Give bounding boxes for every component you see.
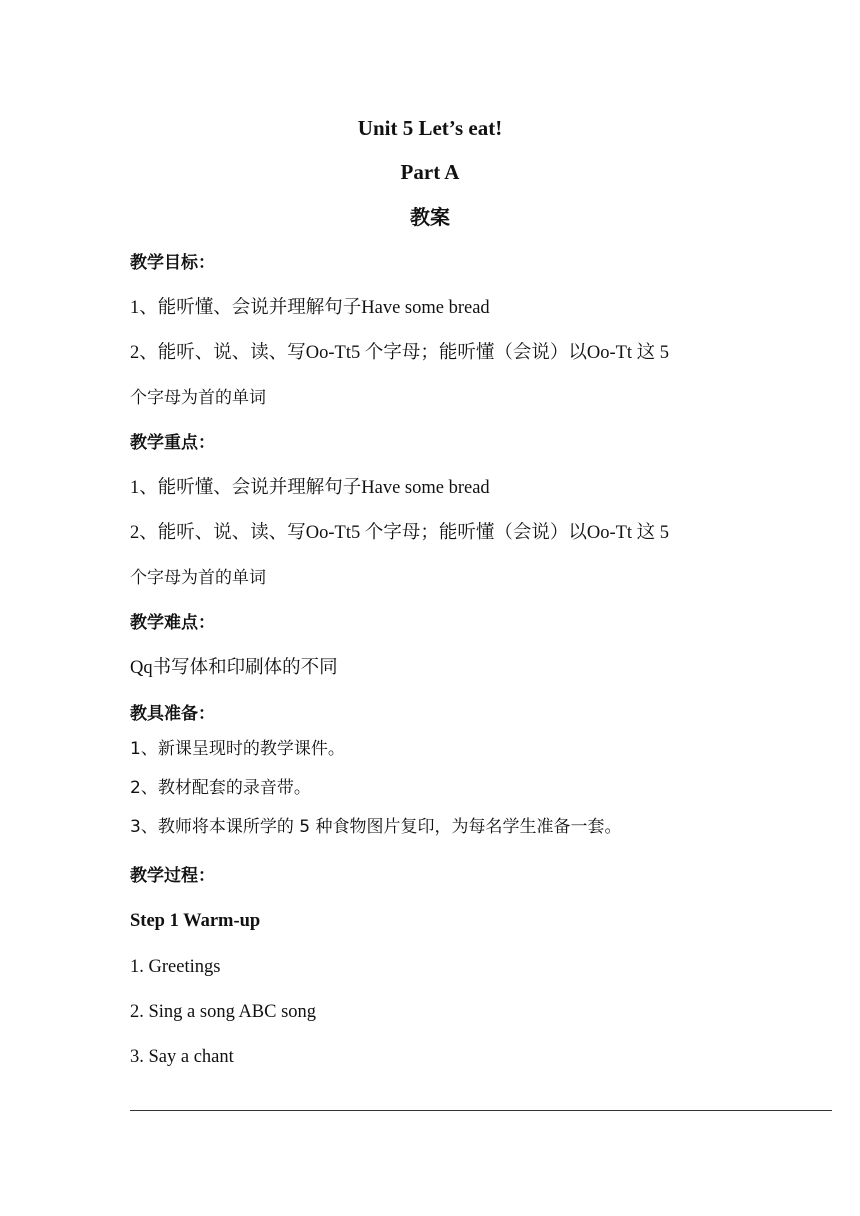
step-1-item-1: 1. Greetings: [130, 957, 221, 977]
step-1-item-2: 2. Sing a song ABC song: [130, 1002, 317, 1022]
objectives-item-2-line-1: 2、能听、说、读、写Oo-Tt5 个字母；能听懂（会说）以Oo-Tt 这 5: [130, 343, 670, 363]
key-points-item-1: 1、能听懂、会说并理解句子Have some bread: [130, 478, 490, 498]
key-points-heading: 教学重点：: [130, 433, 215, 453]
difficulties-item-1: Qq书写体和印刷体的不同: [130, 658, 338, 678]
materials-item-1: 1、新课呈现时的教学课件。: [130, 739, 345, 759]
objectives-item-2-line-2: 个字母为首的单词: [130, 388, 266, 408]
materials-item-2: 2、教材配套的录音带。: [130, 778, 311, 798]
objectives-heading: 教学目标：: [130, 253, 215, 273]
step-1-item-3: 3. Say a chant: [130, 1047, 234, 1067]
difficulties-heading: 教学难点：: [130, 613, 215, 633]
process-heading: 教学过程：: [130, 866, 215, 886]
objectives-item-1: 1、能听懂、会说并理解句子Have some bread: [130, 298, 490, 318]
step-1-heading: Step 1 Warm-up: [130, 911, 261, 931]
materials-item-3: 3、教师将本课所学的 5 种食物图片复印，为每名学生准备一套。: [130, 817, 622, 837]
document-type: 教案: [410, 205, 450, 229]
document-title: Unit 5 Let’s eat!: [357, 116, 503, 140]
key-points-item-2-line-1: 2、能听、说、读、写Oo-Tt5 个字母；能听懂（会说）以Oo-Tt 这 5: [130, 523, 670, 543]
key-points-item-2-line-2: 个字母为首的单词: [130, 568, 266, 588]
materials-heading: 教具准备：: [130, 704, 215, 724]
footer-rule: [130, 1110, 832, 1111]
document-subtitle: Part A: [400, 160, 460, 184]
